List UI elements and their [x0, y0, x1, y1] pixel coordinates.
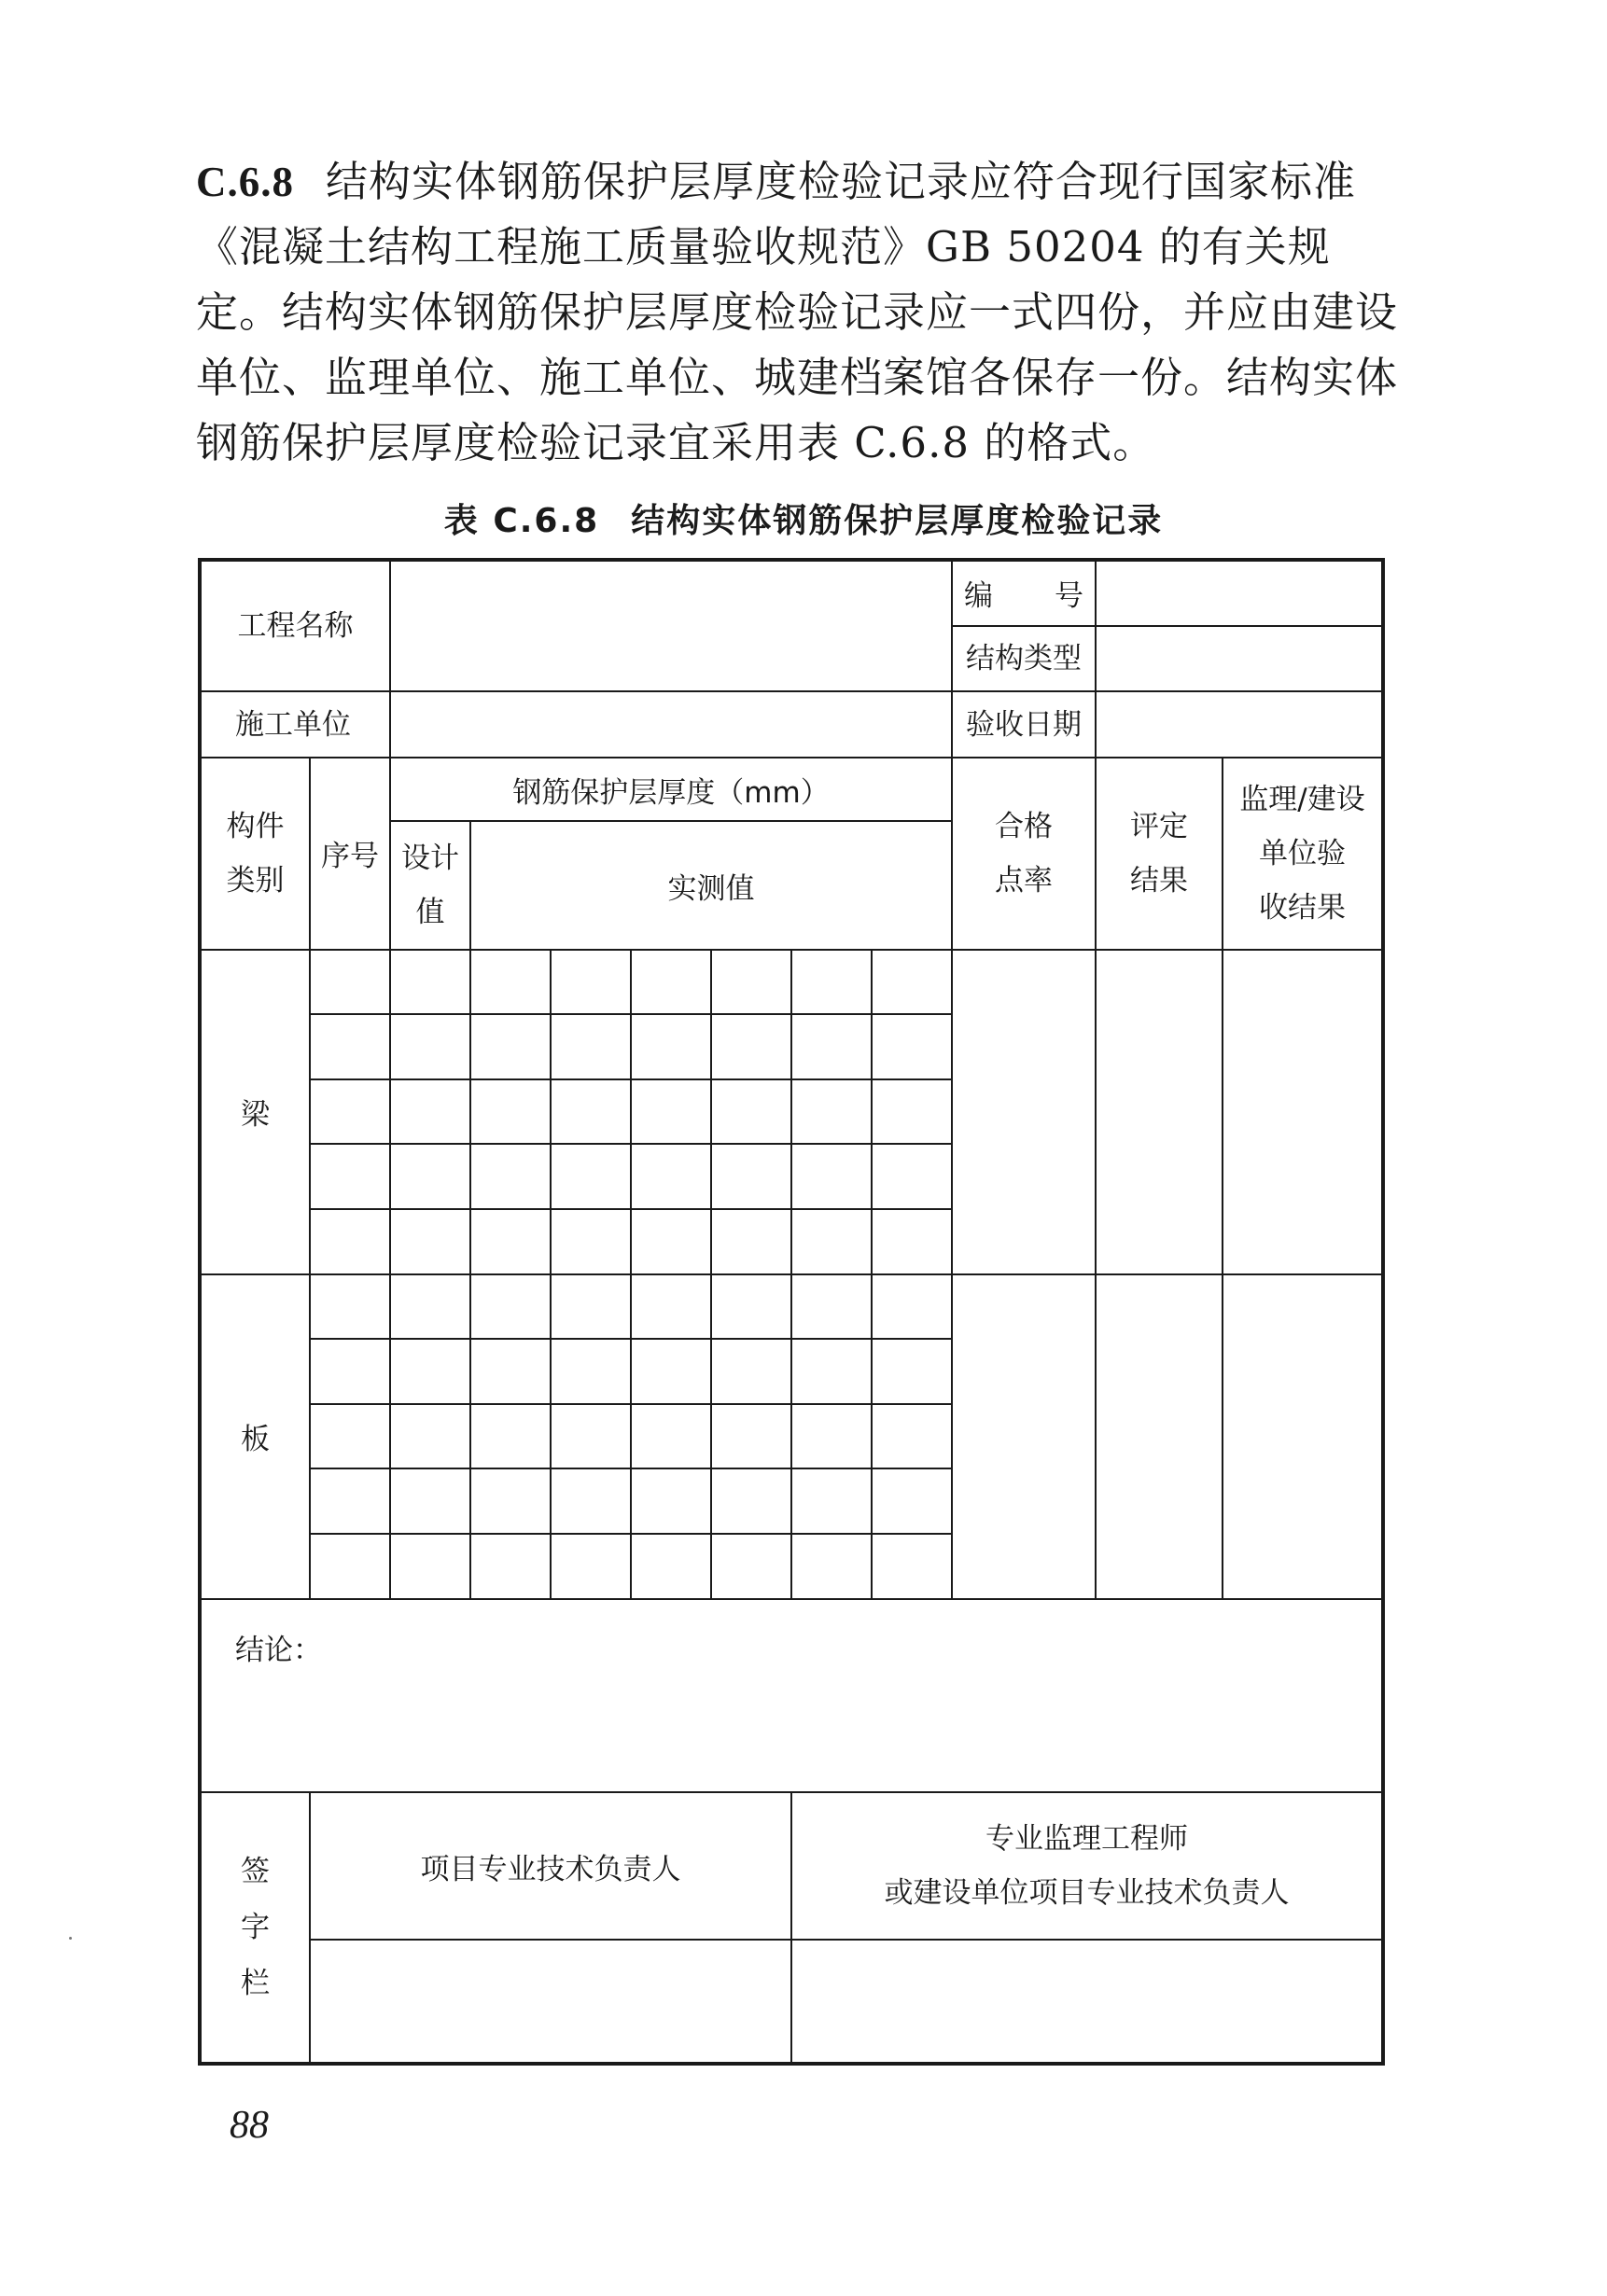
- table-cell[interactable]: [631, 950, 711, 1015]
- table-cell[interactable]: [711, 1534, 791, 1599]
- table-cell[interactable]: [470, 1468, 551, 1534]
- cell-text-line: 栏: [241, 1967, 270, 2001]
- serial-number-label: 编 号: [952, 560, 1096, 626]
- sequence-header: 序号: [310, 758, 390, 950]
- cover-thickness-header: 钢筋保护层厚度（mm）: [390, 758, 952, 822]
- table-cell[interactable]: [310, 1014, 390, 1079]
- cell-text-line: 设计: [401, 842, 459, 876]
- cell-text-line: 单位验: [1259, 836, 1347, 870]
- table-cell[interactable]: [872, 1014, 952, 1079]
- table-cell[interactable]: [390, 1274, 470, 1340]
- cell-text-line: 收结果: [1259, 890, 1347, 925]
- table-cell[interactable]: [872, 1144, 952, 1209]
- table-cell[interactable]: [791, 1339, 872, 1404]
- table-title: 结构实体钢筋保护层厚度检验记录: [631, 502, 1164, 540]
- cell-text-line: 值: [415, 896, 445, 930]
- cell-text-line: 结果: [1130, 863, 1189, 898]
- table-cell[interactable]: [310, 1144, 390, 1209]
- table-cell[interactable]: [711, 1014, 791, 1079]
- intro-paragraph: [196, 149, 1400, 476]
- table-cell[interactable]: [551, 1209, 631, 1274]
- table-cell[interactable]: [791, 1209, 872, 1274]
- table-cell[interactable]: [631, 1339, 711, 1404]
- table-cell[interactable]: [791, 1079, 872, 1145]
- table-cell[interactable]: [711, 1339, 791, 1404]
- structure-type-label: 结构类型: [952, 626, 1096, 692]
- table-cell[interactable]: [470, 1274, 551, 1340]
- contractor-value[interactable]: [390, 691, 952, 758]
- slab-rows: [200, 1274, 1383, 1599]
- table-cell[interactable]: [310, 1534, 390, 1599]
- cell-text-line: 专业监理工程师: [985, 1822, 1189, 1857]
- table-cell[interactable]: [470, 1079, 551, 1145]
- project-tech-lead-label: 项目专业技术负责人: [310, 1792, 791, 1939]
- project-name-value[interactable]: [390, 560, 952, 691]
- serial-number-value[interactable]: [1096, 560, 1383, 626]
- table-cell[interactable]: [551, 1404, 631, 1469]
- table-cell[interactable]: [872, 1468, 952, 1534]
- table-cell[interactable]: [791, 1534, 872, 1599]
- structure-type-value[interactable]: [1096, 626, 1383, 692]
- table-cell[interactable]: [310, 1079, 390, 1145]
- table-cell[interactable]: [310, 1209, 390, 1274]
- table-cell[interactable]: [470, 1534, 551, 1599]
- table-cell[interactable]: [310, 1339, 390, 1404]
- table-cell[interactable]: [872, 1534, 952, 1599]
- scan-speck: [69, 1937, 72, 1940]
- slab-supervision-cell[interactable]: [1223, 1274, 1383, 1599]
- cell-text-line: 构件: [226, 809, 285, 843]
- table-cell[interactable]: [872, 1079, 952, 1145]
- supervision-result-header: [1223, 758, 1383, 950]
- table-cell[interactable]: [711, 1144, 791, 1209]
- table-cell[interactable]: [631, 1079, 711, 1145]
- table-cell[interactable]: [551, 1339, 631, 1404]
- table-cell[interactable]: [390, 1404, 470, 1469]
- table-cell[interactable]: [310, 1468, 390, 1534]
- table-cell[interactable]: [470, 1014, 551, 1079]
- table-cell[interactable]: [872, 1209, 952, 1274]
- table-cell[interactable]: [631, 1274, 711, 1340]
- table-cell[interactable]: [551, 1534, 631, 1599]
- paragraph-text: 结构实体钢筋保护层厚度检验记录应符合现行国家标准《混凝土结构工程施工质量验收规范》GB 50204 的有关规定。结构实体钢筋保护层厚度检验记录应一式四份，并应由建设单位、监理单位、施工单位、城建档案馆各保存一份。结构实体钢筋保护层厚度检验记录宜采用表 C.6.8 的格式。: [196, 157, 1399, 467]
- section-number: C.6.8: [196, 159, 294, 205]
- project-name-label: 工程名称: [200, 560, 390, 691]
- table-cell[interactable]: [551, 1468, 631, 1534]
- pass-rate-header: [952, 758, 1096, 950]
- inspection-record-table: [198, 558, 1385, 2066]
- table-cell[interactable]: [711, 1079, 791, 1145]
- conclusion-label: 结论：: [235, 1633, 322, 1667]
- table-cell[interactable]: [791, 950, 872, 1015]
- cell-text-line: 合格: [995, 809, 1054, 843]
- table-cell[interactable]: [390, 1079, 470, 1145]
- table-cell[interactable]: [872, 1404, 952, 1469]
- beam-category-label: 梁: [200, 950, 310, 1274]
- supervisor-signature[interactable]: [791, 1940, 1383, 2064]
- supervisor-label: [791, 1792, 1383, 1939]
- acceptance-date-label: 验收日期: [952, 691, 1096, 758]
- table-cell[interactable]: [791, 1144, 872, 1209]
- contractor-label: 施工单位: [200, 691, 390, 758]
- member-category-header: [200, 758, 310, 950]
- beam-rows: [200, 950, 1383, 1274]
- table-cell[interactable]: [631, 1014, 711, 1079]
- table-cell[interactable]: [551, 1144, 631, 1209]
- table-cell[interactable]: [872, 1339, 952, 1404]
- page-number: 88: [230, 2104, 269, 2147]
- cell-text-line: 监理/建设: [1239, 782, 1365, 816]
- slab-evaluation-cell[interactable]: [1096, 1274, 1223, 1599]
- table-cell[interactable]: [390, 1014, 470, 1079]
- table-caption: [0, 494, 1607, 542]
- table-cell[interactable]: [631, 1468, 711, 1534]
- beam-evaluation-cell[interactable]: [1096, 950, 1223, 1274]
- table-number: 表 C.6.8: [443, 502, 600, 540]
- table-cell[interactable]: [791, 1274, 872, 1340]
- beam-supervision-cell[interactable]: [1223, 950, 1383, 1274]
- cell-text-line: 字: [241, 1911, 270, 1945]
- table-cell[interactable]: [390, 1144, 470, 1209]
- table-cell[interactable]: [470, 950, 551, 1015]
- cell-text-line: 类别: [226, 863, 285, 898]
- evaluation-header: [1096, 758, 1223, 950]
- project-tech-lead-signature[interactable]: [310, 1940, 791, 2064]
- table-cell[interactable]: [631, 1534, 711, 1599]
- table-cell[interactable]: [551, 1079, 631, 1145]
- table-cell[interactable]: [631, 1144, 711, 1209]
- design-value-header: [390, 821, 470, 949]
- cell-text-line: 或建设单位项目专业技术负责人: [884, 1876, 1290, 1911]
- table-cell[interactable]: [470, 1404, 551, 1469]
- measured-value-header: 实测值: [470, 821, 952, 949]
- table-cell[interactable]: [390, 950, 470, 1015]
- table-cell[interactable]: [791, 1014, 872, 1079]
- table-cell[interactable]: [470, 1144, 551, 1209]
- cell-text-line: 点率: [995, 863, 1054, 898]
- table-cell[interactable]: [310, 950, 390, 1015]
- conclusion-cell[interactable]: [200, 1599, 1383, 1793]
- table-cell[interactable]: [551, 1014, 631, 1079]
- table-cell[interactable]: [711, 1209, 791, 1274]
- table-cell[interactable]: [791, 1468, 872, 1534]
- beam-pass-rate-cell[interactable]: [952, 950, 1096, 1274]
- table-cell[interactable]: [711, 1468, 791, 1534]
- table-cell[interactable]: [310, 1274, 390, 1340]
- acceptance-date-value[interactable]: [1096, 691, 1383, 758]
- table-cell[interactable]: [791, 1404, 872, 1469]
- slab-category-label: 板: [200, 1274, 310, 1599]
- table-cell[interactable]: [872, 1274, 952, 1340]
- table-cell[interactable]: [872, 950, 952, 1015]
- table-cell[interactable]: [551, 1274, 631, 1340]
- table-cell[interactable]: [631, 1209, 711, 1274]
- table-cell[interactable]: [470, 1339, 551, 1404]
- table-cell[interactable]: [390, 1468, 470, 1534]
- table-cell[interactable]: [310, 1404, 390, 1469]
- table-cell[interactable]: [711, 1274, 791, 1340]
- table-cell[interactable]: [470, 1209, 551, 1274]
- slab-pass-rate-cell[interactable]: [952, 1274, 1096, 1599]
- cell-text-line: 签: [241, 1855, 270, 1889]
- table-cell[interactable]: [631, 1404, 711, 1469]
- table-cell[interactable]: [711, 950, 791, 1015]
- table-cell[interactable]: [390, 1534, 470, 1599]
- table-cell[interactable]: [551, 950, 631, 1015]
- table-cell[interactable]: [390, 1339, 470, 1404]
- table-cell[interactable]: [390, 1209, 470, 1274]
- table-cell[interactable]: [711, 1404, 791, 1469]
- cell-text-line: 评定: [1130, 809, 1189, 843]
- signature-column-label: [200, 1792, 310, 2064]
